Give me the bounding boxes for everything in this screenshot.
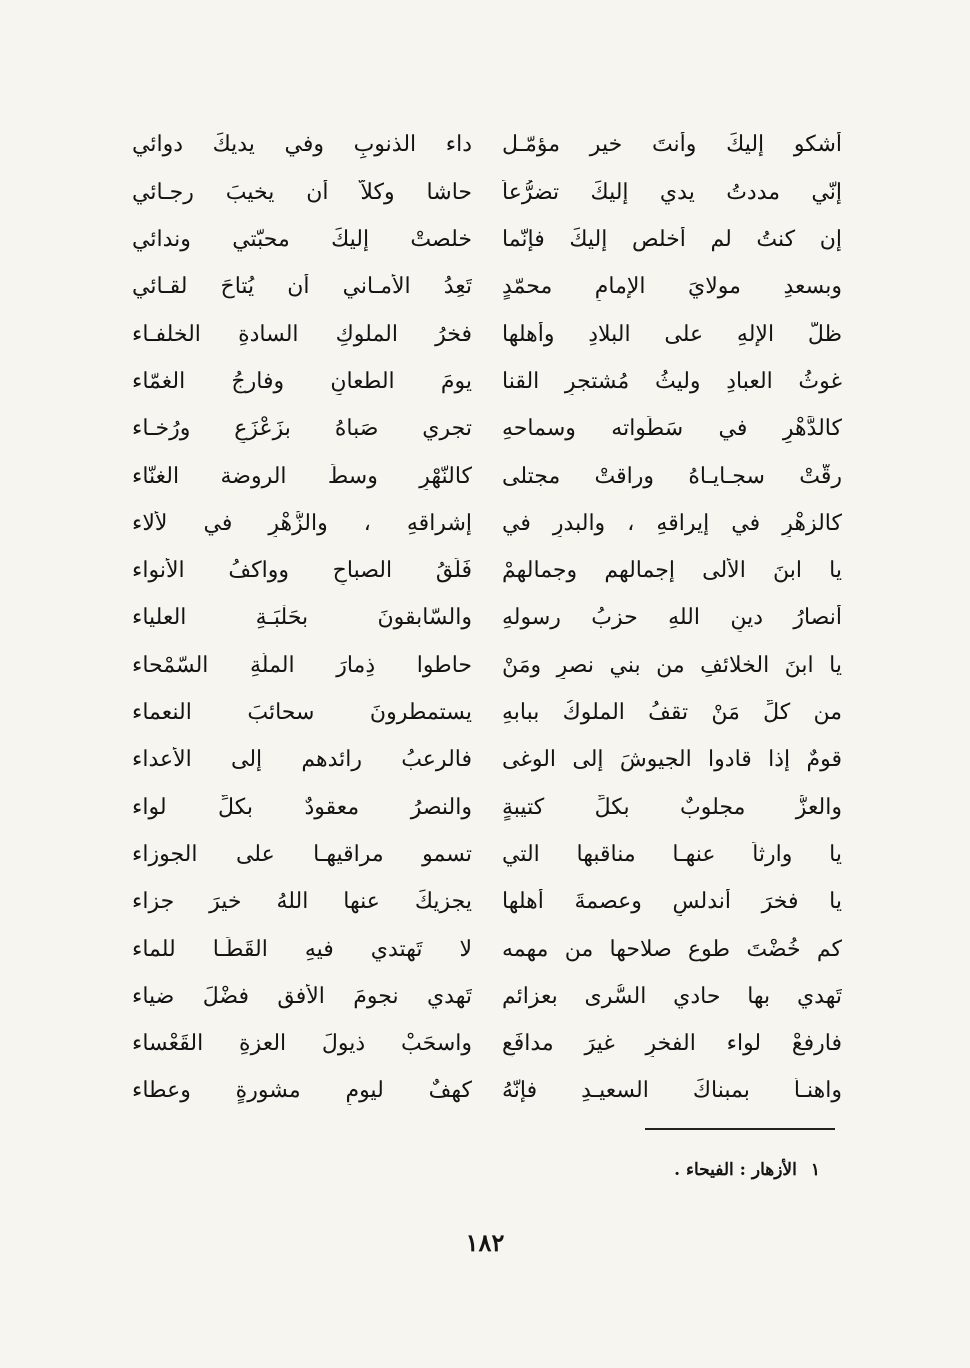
second-hemistich: يستمطرونَ سحائبَ النعماء <box>132 700 472 726</box>
first-hemistich: إنّي مددتُ يدي إليكَ تضرُّعاً <box>502 179 842 205</box>
second-hemistich: لا تَهتدي فيهِ القَطَـا للماء <box>132 936 472 962</box>
second-hemistich: واسحَبْ ذيولَ العزةِ القَعْساء <box>132 1031 472 1057</box>
first-hemistich: غوثُ العبادِ وليثُ مُشتجرِ القنا <box>502 368 842 394</box>
second-hemistich: كالنّهْرِ وسطَ الروضة الغنّاء <box>132 463 472 489</box>
verse-line <box>132 784 842 831</box>
second-hemistich: والسّابقونَ بحَلْبَـةِ العلياء <box>132 605 472 631</box>
verse-line <box>132 1021 842 1068</box>
first-hemistich: يا ابنَ الألى إجمالهم وجمالهمْ <box>502 558 842 584</box>
verse-line <box>132 406 842 453</box>
second-hemistich: والنصرُ معقودٌ بكلِّ لواء <box>132 794 472 820</box>
second-hemistich: فالرعبُ رائدهم إلى الأعداء <box>132 747 472 773</box>
second-hemistich: تَعِدُ الأمـاني أن يُتاحَ لقـائي <box>132 274 472 300</box>
second-hemistich: خلصتْ إليكَ محبّتي وندائي <box>132 227 472 253</box>
page-number: ١٨٢ <box>465 1228 505 1257</box>
second-hemistich: داء الذنوبِ وفي يديكَ دوائي <box>132 132 472 158</box>
first-hemistich: ظلُّ الإلهِ على البلادِ وأهلها <box>502 321 842 347</box>
first-hemistich: فارفعْ لواء الفخرِ غيرَ مدافَعٍ <box>502 1031 842 1057</box>
first-hemistich: رقّتْ سجـايـاهُ وراقتْ مجتلى <box>502 463 842 489</box>
verse-line <box>132 453 842 500</box>
poem <box>132 122 842 1117</box>
verse-line <box>132 122 842 169</box>
second-hemistich: إشراقهِ ، والزُّهْرِ في لألاء <box>132 510 472 536</box>
first-hemistich: يا فخرَ أندلسٍ وعصمةَ أهلها <box>502 889 842 915</box>
first-hemistich: كالزهْرِ في إيراقهِ ، والبدرِ في <box>502 510 842 536</box>
first-hemistich: كالدَّهْرِ في سَطَواته وسماحهِ <box>502 416 842 442</box>
verse-line <box>132 973 842 1020</box>
verse-line <box>132 642 842 689</box>
first-hemistich: يا وارثاً عنهـا مناقبها التي <box>502 841 842 867</box>
second-hemistich: يومَ الطعانِ وفارجُ الغمّاء <box>132 368 472 394</box>
verse-line <box>132 737 842 784</box>
first-hemistich: كم خُضْتَ طوع صلاحها من مهمه <box>502 936 842 962</box>
second-hemistich: تسمو مراقيهـا على الجوزاء <box>132 841 472 867</box>
verse-line <box>132 311 842 358</box>
first-hemistich: يا ابنَ الخلائفِ من بني نصرٍ ومَنْ <box>502 652 842 678</box>
first-hemistich: تَهدي بها حادي السُّرى بعزائمٍ <box>502 983 842 1009</box>
first-hemistich: والعزُّ مجلوبٌ بكلِّ كتيبةٍ <box>502 794 842 820</box>
verse-line <box>132 690 842 737</box>
second-hemistich: حاشا وكلاّ أن يخيبَ رجـائي <box>132 179 472 205</box>
verse-line <box>132 595 842 642</box>
second-hemistich: يجزيكَ عنها اللهُ خيرَ جزاء <box>132 889 472 915</box>
first-hemistich: وبسعدِ مولايَ الإمامِ محمّدٍ <box>502 274 842 300</box>
footnote-number: ١ <box>810 1160 820 1180</box>
first-hemistich: أنصارُ دينِ اللهِ حزبُ رسولهِ <box>502 605 842 631</box>
verse-line <box>132 217 842 264</box>
footnote-text: الأزهار : الفيحاء . <box>674 1160 797 1180</box>
first-hemistich: من كلِّ مَنْ تقفُ الملوكُ ببابهِ <box>502 700 842 726</box>
first-hemistich: قومٌ إذا قادوا الجيوشَ إلى الوغى <box>502 747 842 773</box>
footnote <box>320 1160 820 1180</box>
verse-line <box>132 879 842 926</box>
first-hemistich: واهنـأ بمبناكَ السعيـدِ فإنّهُ <box>502 1078 842 1104</box>
verse-line <box>132 264 842 311</box>
second-hemistich: تَهدي نجومَ الأفقِ فضْلَ ضياء <box>132 983 472 1009</box>
verse-line <box>132 831 842 878</box>
second-hemistich: حاطوا ذِمارَ الملّةِ السّمْحاء <box>132 652 472 678</box>
second-hemistich: فَلَقُ الصباحِ وواكفُ الأنواء <box>132 558 472 584</box>
verse-line <box>132 169 842 216</box>
second-hemistich: فخرُ الملوكِ السادةِ الخلفـاء <box>132 321 472 347</box>
first-hemistich: أشكو إليكَ وأنتَ خير مؤمّـل <box>502 132 842 158</box>
verse-line <box>132 358 842 405</box>
first-hemistich: إن كنتُ لم أُخلص إليكَ فإنّما <box>502 227 842 253</box>
second-hemistich: تجري صَباهُ بزَعْزَعٍ ورُخـاء <box>132 416 472 442</box>
verse-line <box>132 1068 842 1115</box>
second-hemistich: كهفٌ ليومِ مشورةٍ وعطاء <box>132 1078 472 1104</box>
footnote-separator <box>645 1128 835 1130</box>
verse-line <box>132 500 842 547</box>
verse-line <box>132 548 842 595</box>
verse-line <box>132 926 842 973</box>
